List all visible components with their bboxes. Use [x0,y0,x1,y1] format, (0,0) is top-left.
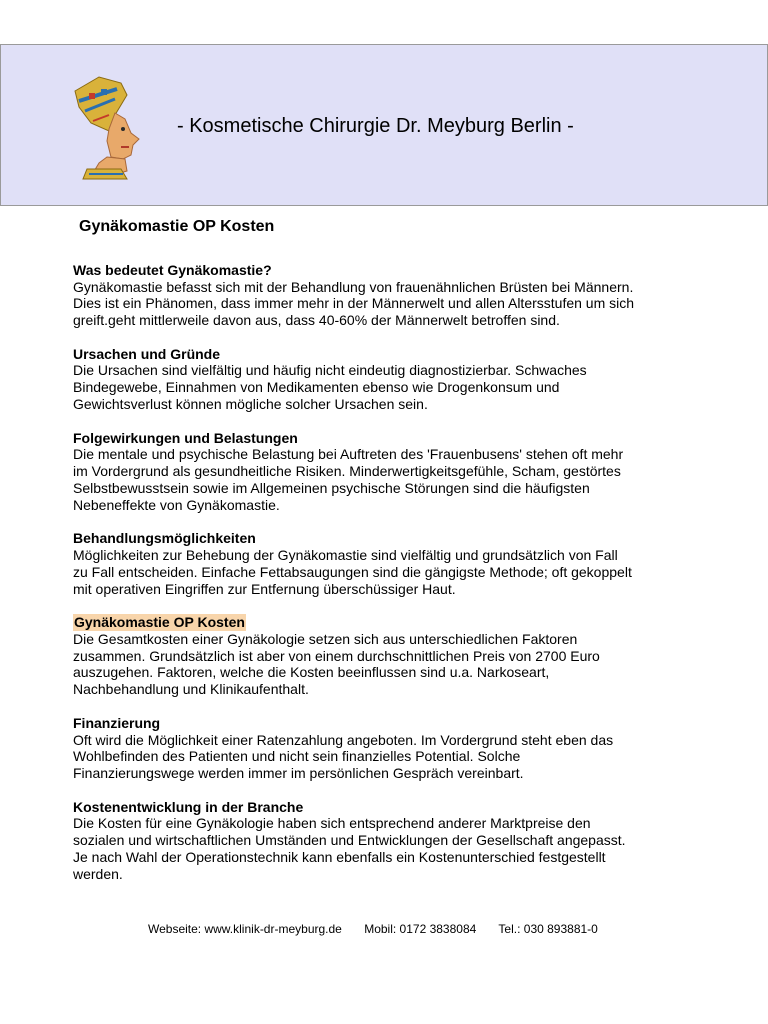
document-body [73,262,733,900]
section-kostenentwicklung [73,799,733,883]
section-was-bedeutet [73,262,733,329]
section-op-kosten [73,614,733,698]
section-finanzierung [73,715,733,782]
section-heading: Was bedeutet Gynäkomastie? [73,262,272,278]
section-text: Die Kosten für eine Gynäkologie haben sich entsprechend anderer Marktpreise den sozialen und wirtschaftlichen Umständen und Entwicklungen der Gesellschaft angepasst. Je nach Wahl der Operationstechnik kann ebenfalls ein Kostenunterschied festgestellt werden. [73,815,626,882]
section-text: Die Gesamtkosten einer Gynäkologie setzen sich aus unterschiedlichen Faktoren zusammen. Grundsätzlich ist aber von einem durchschnittlichen Preis von 2700 Euro auszugehen. Faktoren, welche die Kosten beeinflussen sind u.a. Narkoseart, Nachbehandlung und Klinikaufenthalt. [73,630,600,698]
highlighted-heading: Gynäkomastie OP Kosten [74,614,245,631]
footer-phone: Tel.: 030 893881-0 [498,922,598,936]
clinic-title: - Kosmetische Chirurgie Dr. Meyburg Berlin - [177,115,574,137]
section-heading: Kostenentwicklung in der Branche [73,798,304,815]
section-text: Möglichkeiten zur Behebung der Gynäkomastie sind vielfältig und grundsätzlich von Fall zu Fall entscheiden. Einfache Fettabsaugungen sind die gängigste Methode; oft gekoppelt mit operativen Eingriffen zur Entfernung überschüssiger Haut. [73,546,632,597]
footer-website: Webseite: www.klinik-dr-meyburg.de [148,922,342,936]
section-text: Die Ursachen sind vielfältig und häufig nicht eindeutig diagnostizierbar. Schwaches Bindegewebe, Einnahmen von Medikamenten ebenso wie Drogenkonsum und Gewichtsverlust können mögliche solcher Ursachen sein. [73,362,587,412]
section-folgewirkungen [73,430,733,514]
page-footer [148,922,598,936]
section-behandlung [73,530,733,597]
section-heading-highlighted [73,614,733,631]
nefertiti-bust-icon [69,75,161,181]
section-heading: Ursachen und Gründe [73,345,221,362]
section-text: Oft wird die Möglichkeit einer Ratenzahlung angeboten. Im Vordergrund steht eben das Wohlbefinden des Patienten und nicht sein finanzielles Potential. Solche Finanzierungswege werden immer im persönlichen Gespräch vereinbart. [73,731,614,782]
section-ursachen [73,346,733,413]
document-title: Gynäkomastie OP Kosten [79,218,275,235]
page-header [0,44,768,206]
section-heading: Finanzierung [73,715,161,732]
footer-mobile: Mobil: 0172 3838084 [364,922,477,936]
section-heading: Behandlungsmöglichkeiten [73,530,256,547]
section-heading: Folgewirkungen und Belastungen [73,429,298,446]
section-text: Die mentale und psychische Belastung bei Auftreten des 'Frauenbusens' stehen oft mehr im Vordergrund als gesundheitliche Risiken. Minderwertigkeitsgefühle, Scham, gestörtes Selbstbewusstsein sowie im Allgemeinen psychische Störungen sind die häufigsten Nebeneffekte von Gynäkomastie. [73,446,624,513]
section-text: Gynäkomastie befasst sich mit der Behandlung von frauenähnlichen Brüsten bei Männern. Dies ist ein Phänomen, dass immer mehr in der Männerwelt und allen Altersstufen um sich greift.geht mittlerweile davon aus, dass 40-60% der Männerwelt betroffen sind. [73,278,635,329]
